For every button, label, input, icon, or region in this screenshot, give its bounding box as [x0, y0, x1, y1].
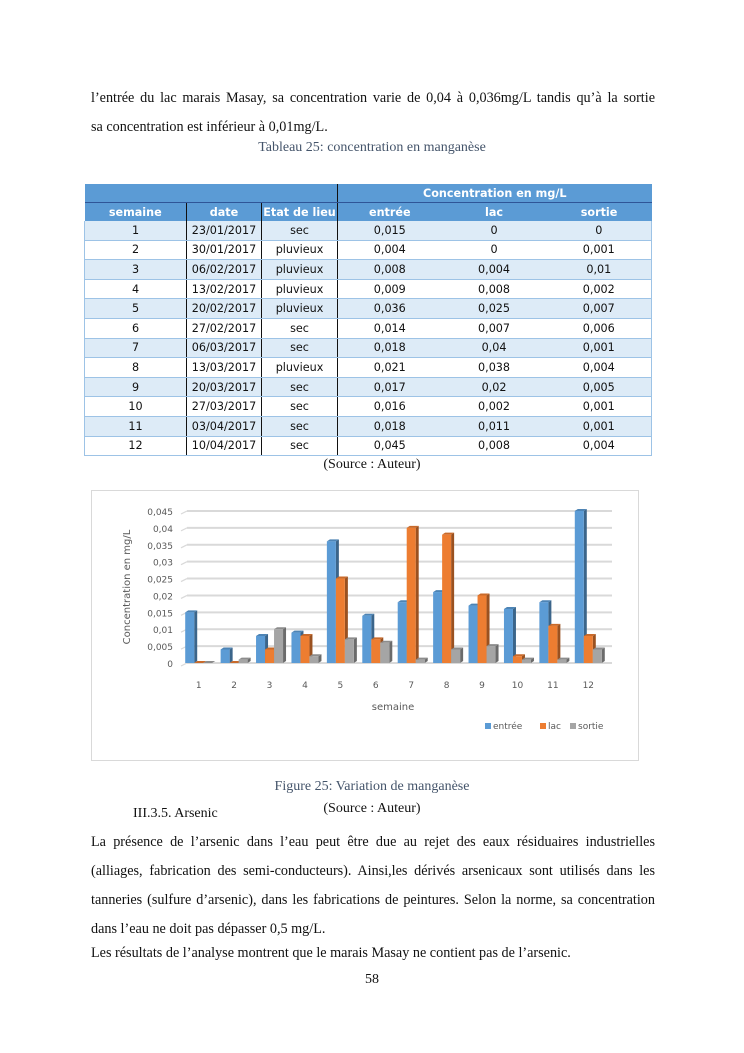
cell-entree: 0,017: [338, 377, 442, 397]
cell-entree: 0,018: [338, 338, 442, 358]
cell-date: 13/03/2017: [187, 358, 262, 378]
gridline-slant: [181, 663, 187, 666]
cell-etat: sec: [262, 397, 338, 417]
cell-date: 27/02/2017: [187, 318, 262, 338]
cell-semaine: 12: [85, 436, 187, 456]
cell-semaine: 2: [85, 240, 187, 260]
manganese-table: [84, 184, 652, 456]
table-row: [85, 279, 652, 299]
y-tick-label: 0,005: [147, 643, 173, 654]
col-header-etat: Etat de lieu: [262, 203, 338, 222]
figure-source: (Source : Auteur): [323, 801, 421, 816]
bar-entrée: [398, 602, 407, 663]
intro-line-2: sa concentration est inférieur à 0,01mg/L.: [91, 119, 328, 135]
arsenic-paragraph: La présence de l’arsenic dans l’eau peut être due au rejet des eaux résiduaires industrielles (alliages, fabrication des semi-conducteurs). Ainsi,les dérivés arsenicaux sont utilisés dans les tanneries (sulfure d’arsenic), dans les fabrications de peintures. Selon la norme, sa concentration dans l’eau ne doit pas dépasser 0,5 mg/L.: [91, 834, 655, 937]
legend-label-lac: lac: [548, 722, 561, 732]
bar-side-sortie: [602, 647, 605, 663]
bar-lac: [478, 595, 487, 663]
table-row: [85, 436, 652, 456]
cell-lac: 0: [442, 240, 547, 260]
col-header-date: date: [187, 203, 262, 222]
bar-entrée: [504, 609, 513, 663]
cell-semaine: 5: [85, 299, 187, 319]
table-row: [85, 221, 652, 240]
y-tick-label: 0,035: [147, 541, 173, 552]
cell-lac: 0,002: [442, 397, 547, 417]
cell-etat: pluvieux: [262, 260, 338, 280]
table-row: [85, 358, 652, 378]
bar-side-sortie: [354, 637, 357, 663]
intro-line-1: l’entrée du lac marais Masay, sa concentration varie de 0,04 à 0,036mg/L tandis qu’à la sortie: [91, 90, 655, 106]
y-tick-label: 0,03: [152, 558, 173, 569]
chart-frame: [91, 490, 639, 761]
y-tick-label: 0,045: [147, 508, 173, 518]
y-tick-label: 0,015: [147, 609, 173, 620]
cell-entree: 0,021: [338, 358, 442, 378]
cell-lac: 0,02: [442, 377, 547, 397]
cell-etat: pluvieux: [262, 279, 338, 299]
bar-entrée: [362, 616, 371, 663]
page-number: 58: [365, 972, 379, 987]
bar-sortie: [345, 639, 354, 663]
cell-date: 06/03/2017: [187, 338, 262, 358]
x-tick-label: 6: [372, 681, 379, 691]
cell-sortie: 0,001: [547, 416, 652, 436]
x-tick-label: 4: [302, 681, 308, 691]
cell-sortie: 0,007: [547, 299, 652, 319]
bar-entrée: [469, 606, 478, 663]
bar-side-lac: [416, 526, 419, 663]
cell-lac: 0,004: [442, 260, 547, 280]
x-tick-label: 10: [511, 681, 524, 691]
x-tick-label: 3: [266, 681, 273, 691]
cell-lac: 0,025: [442, 299, 547, 319]
cell-semaine: 4: [85, 279, 187, 299]
cell-date: 03/04/2017: [187, 416, 262, 436]
cell-lac: 0,008: [442, 279, 547, 299]
cell-sortie: 0,001: [547, 397, 652, 417]
bar-sortie: [522, 660, 531, 663]
cell-entree: 0,015: [338, 221, 442, 240]
cell-date: 23/01/2017: [187, 221, 262, 240]
cell-lac: 0,011: [442, 416, 547, 436]
bar-sortie: [309, 656, 318, 663]
cell-lac: 0,007: [442, 318, 547, 338]
gridline-slant: [181, 528, 187, 531]
cell-entree: 0,009: [338, 279, 442, 299]
col-header-entree: entrée: [338, 203, 442, 222]
cell-sortie: 0,002: [547, 279, 652, 299]
table-row: [85, 416, 652, 436]
bar-lac: [513, 656, 522, 663]
cell-etat: pluvieux: [262, 240, 338, 260]
legend-label-entrée: entrée: [493, 722, 523, 732]
cell-entree: 0,018: [338, 416, 442, 436]
table-row: [85, 377, 652, 397]
x-tick-label: 9: [479, 681, 485, 691]
bar-entrée: [256, 636, 265, 663]
bar-side-lac: [557, 624, 560, 663]
cell-sortie: 0,01: [547, 260, 652, 280]
cell-date: 10/04/2017: [187, 436, 262, 456]
legend-swatch-entrée: [485, 723, 491, 729]
bar-side-entrée: [194, 610, 197, 663]
cell-entree: 0,016: [338, 397, 442, 417]
table-source: (Source : Auteur): [323, 457, 421, 472]
group-header-concentration: Concentration en mg/L: [338, 184, 652, 203]
cell-lac: 0,04: [442, 338, 547, 358]
bar-lac: [371, 639, 380, 663]
table-row: [85, 318, 652, 338]
table-row: [85, 299, 652, 319]
bar-sortie: [557, 660, 566, 663]
section-heading: III.3.5. Arsenic: [133, 806, 218, 821]
col-header-lac: lac: [442, 203, 547, 222]
intro-paragraph: [91, 84, 655, 142]
bar-lac: [584, 636, 593, 663]
x-tick-label: 1: [195, 681, 202, 691]
legend-label-sortie: sortie: [578, 722, 604, 732]
cell-semaine: 9: [85, 377, 187, 397]
cell-etat: pluvieux: [262, 299, 338, 319]
bar-entrée: [185, 612, 194, 663]
figure-caption: Figure 25: Variation de manganèse: [274, 779, 470, 794]
cell-lac: 0,038: [442, 358, 547, 378]
y-tick-label: 0: [167, 660, 173, 670]
table-row: [85, 260, 652, 280]
cell-entree: 0,014: [338, 318, 442, 338]
cell-semaine: 3: [85, 260, 187, 280]
bar-entrée: [575, 511, 584, 663]
cell-sortie: 0,001: [547, 240, 652, 260]
result-paragraph: Les résultats de l’analyse montrent que le marais Masay ne contient pas de l’arsenic.: [91, 945, 571, 961]
bar-sortie: [239, 660, 248, 663]
legend-swatch-sortie: [570, 723, 576, 729]
cell-etat: pluvieux: [262, 358, 338, 378]
cell-etat: sec: [262, 221, 338, 240]
cell-date: 20/03/2017: [187, 377, 262, 397]
gridline-slant: [181, 579, 187, 582]
cell-date: 06/02/2017: [187, 260, 262, 280]
cell-entree: 0,004: [338, 240, 442, 260]
cell-sortie: 0,004: [547, 358, 652, 378]
cell-date: 27/03/2017: [187, 397, 262, 417]
bar-sortie: [380, 643, 389, 663]
bar-side-sortie: [496, 644, 499, 663]
bar-entrée: [327, 541, 336, 663]
manganese-bar-chart: [92, 491, 638, 760]
cell-semaine: 1: [85, 221, 187, 240]
cell-semaine: 11: [85, 416, 187, 436]
x-tick-label: 8: [443, 681, 450, 691]
cell-sortie: 0,006: [547, 318, 652, 338]
x-axis-label: semaine: [371, 702, 415, 713]
bar-sortie: [416, 660, 425, 663]
y-tick-label: 0,025: [147, 575, 173, 586]
bar-entrée: [539, 602, 548, 663]
cell-etat: sec: [262, 377, 338, 397]
col-header-sortie: sortie: [547, 203, 652, 222]
bar-sortie: [593, 649, 602, 663]
bar-lac: [407, 528, 416, 663]
bar-side-sortie: [460, 647, 463, 663]
x-tick-label: 12: [582, 681, 595, 691]
bar-sortie: [274, 629, 283, 663]
table-row: [85, 397, 652, 417]
x-tick-label: 2: [231, 681, 237, 691]
cell-date: 20/02/2017: [187, 299, 262, 319]
cell-lac: 0: [442, 221, 547, 240]
empty-header-cell: [85, 184, 338, 203]
bar-lac: [300, 636, 309, 663]
bar-lac: [265, 649, 274, 663]
bar-sortie: [451, 649, 460, 663]
cell-semaine: 7: [85, 338, 187, 358]
bar-lac: [442, 535, 451, 663]
cell-date: 13/02/2017: [187, 279, 262, 299]
bar-entrée: [291, 633, 300, 663]
cell-semaine: 8: [85, 358, 187, 378]
gridline-slant: [181, 562, 187, 565]
cell-sortie: 0,001: [547, 338, 652, 358]
cell-entree: 0,045: [338, 436, 442, 456]
col-header-semaine: semaine: [85, 203, 187, 222]
cell-sortie: 0,004: [547, 436, 652, 456]
gridline-slant: [181, 595, 187, 598]
x-tick-label: 11: [547, 681, 559, 691]
cell-entree: 0,008: [338, 260, 442, 280]
cell-lac: 0,008: [442, 436, 547, 456]
table-row: [85, 338, 652, 358]
table-header-row: [85, 203, 652, 222]
bar-side-entrée: [230, 647, 233, 663]
cell-sortie: 0,005: [547, 377, 652, 397]
bar-sortie: [487, 646, 496, 663]
table-caption: Tableau 25: concentration en manganèse: [258, 140, 486, 155]
x-tick-label: 7: [408, 681, 415, 691]
cell-etat: sec: [262, 338, 338, 358]
gridline-slant: [181, 511, 187, 514]
y-axis-label: Concentration en mg/L: [122, 529, 133, 645]
bar-side-sortie: [283, 627, 286, 663]
cell-semaine: 10: [85, 397, 187, 417]
bar-side-sortie: [389, 641, 392, 663]
cell-etat: sec: [262, 436, 338, 456]
table-group-header-row: [85, 184, 652, 203]
legend-swatch-lac: [540, 723, 546, 729]
cell-entree: 0,036: [338, 299, 442, 319]
gridline-slant: [181, 545, 187, 548]
cell-etat: sec: [262, 416, 338, 436]
y-tick-label: 0,01: [152, 626, 173, 637]
bar-entrée: [221, 649, 230, 663]
cell-sortie: 0: [547, 221, 652, 240]
cell-date: 30/01/2017: [187, 240, 262, 260]
bar-lac: [336, 579, 345, 663]
bar-entrée: [433, 592, 442, 663]
y-tick-label: 0,02: [152, 592, 173, 603]
bar-lac: [548, 626, 557, 663]
table-row: [85, 240, 652, 260]
x-tick-label: 5: [337, 681, 344, 691]
bar-side-lac: [451, 533, 454, 663]
cell-etat: sec: [262, 318, 338, 338]
y-tick-label: 0,04: [152, 524, 173, 535]
cell-semaine: 6: [85, 318, 187, 338]
